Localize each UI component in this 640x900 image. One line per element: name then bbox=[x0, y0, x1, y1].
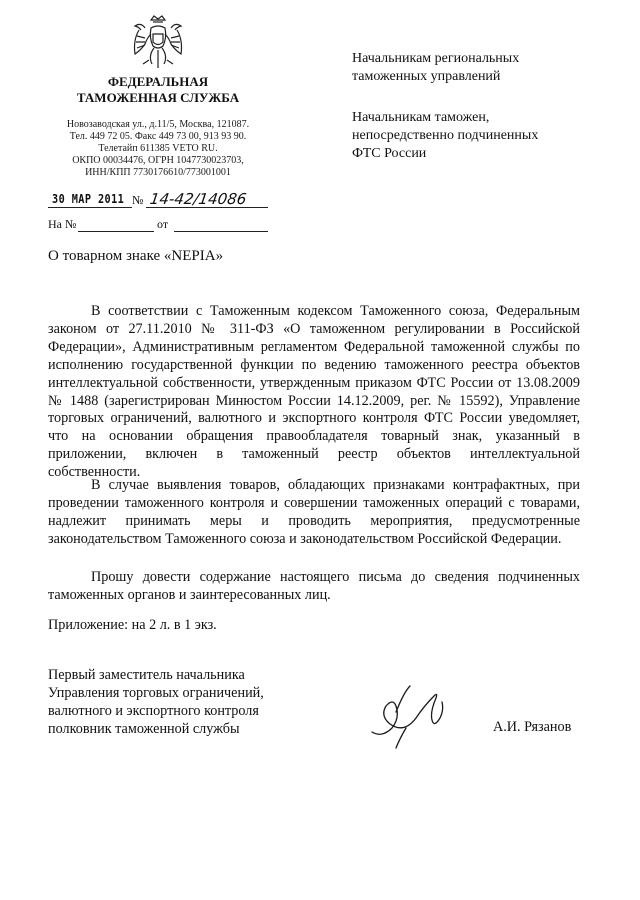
recipient-line: Начальникам региональных bbox=[352, 51, 520, 66]
signatory-name: А.И. Рязанов bbox=[493, 719, 572, 735]
recipient-line: непосредственно подчиненных bbox=[352, 128, 539, 143]
number-underline bbox=[146, 207, 268, 208]
letter-subject: О товарном знаке «NEPIA» bbox=[48, 248, 224, 264]
reply-date-label: от bbox=[157, 217, 169, 231]
org-name-line1: ФЕДЕРАЛЬНАЯ bbox=[107, 74, 209, 89]
reply-number-line bbox=[78, 231, 154, 232]
okpo-ogrn-line: ОКПО 00034476, ОГРН 1047730023703, bbox=[72, 155, 244, 166]
recipient-line: таможенных управлений bbox=[352, 69, 501, 84]
body-paragraph: В соответствии с Таможенным кодексом Таможенного союза, Федеральным законом от 27.11.2010 № 311-ФЗ «О таможенном регулировании в Российской Федерации», Административным регламентом Федеральной таможенной службы по исполнению государственной функции по ведению таможенного реестра объектов интеллектуальной собственности, утвержденным приказом ФТС России от 13.08.2009 № 1488 (зарегистрирован Минюстом России 14.12.2009, рег. № 15592), Управление торговых ограничений, валютного и экспортного контроля ФТС России уведомляет, что на основании обращения правообладателя товарный знак, указанный в приложении, включен в таможенный реестр объектов интеллектуальной собственности. bbox=[48, 303, 580, 481]
recipient-line: ФТС России bbox=[352, 146, 427, 161]
position-line: Управления торговых ограничений, bbox=[48, 685, 264, 701]
position-line: полковник таможенной службы bbox=[48, 721, 240, 737]
attachment-note: Приложение: на 2 л. в 1 экз. bbox=[48, 617, 217, 633]
letter-date: 30 МАР 2011 bbox=[52, 192, 125, 206]
reply-number-label: На № bbox=[48, 217, 77, 231]
signatory-position bbox=[48, 666, 348, 738]
address-line: Новозаводская ул., д.11/5, Москва, 121087. bbox=[66, 119, 250, 130]
date-underline bbox=[48, 207, 132, 208]
org-name-line2: ТАМОЖЕННАЯ СЛУЖБА bbox=[76, 90, 240, 105]
number-label: № bbox=[132, 193, 144, 207]
recipient-line: Начальникам таможен, bbox=[352, 110, 490, 125]
letter-number: 14-42/14086 bbox=[148, 190, 248, 208]
phone-fax-line: Тел. 449 72 05. Факс 449 73 00, 913 93 90. bbox=[69, 131, 247, 142]
position-line: Первый заместитель начальника bbox=[48, 667, 245, 683]
body-paragraph: Прошу довести содержание настоящего письма до сведения подчиненных таможенных органов и заинтересованных лиц. bbox=[48, 569, 580, 603]
teletype-line: Телетайп 611385 VETO RU. bbox=[98, 143, 218, 154]
position-line: валютного и экспортного контроля bbox=[48, 703, 259, 719]
inn-kpp-line: ИНН/КПП 7730176610/773001001 bbox=[85, 167, 231, 178]
double-headed-eagle-emblem bbox=[131, 14, 185, 72]
body-paragraph: В случае выявления товаров, обладающих признаками контрафактных, при проведении таможенного контроля и совершении таможенных операций с товарами, надлежит принимать меры и проводить мероприятия, предусмотренные законодательством Таможенного союза и законодательством Российской Федерации. bbox=[48, 477, 580, 547]
handwritten-signature bbox=[366, 672, 446, 752]
reply-date-line bbox=[174, 231, 268, 232]
